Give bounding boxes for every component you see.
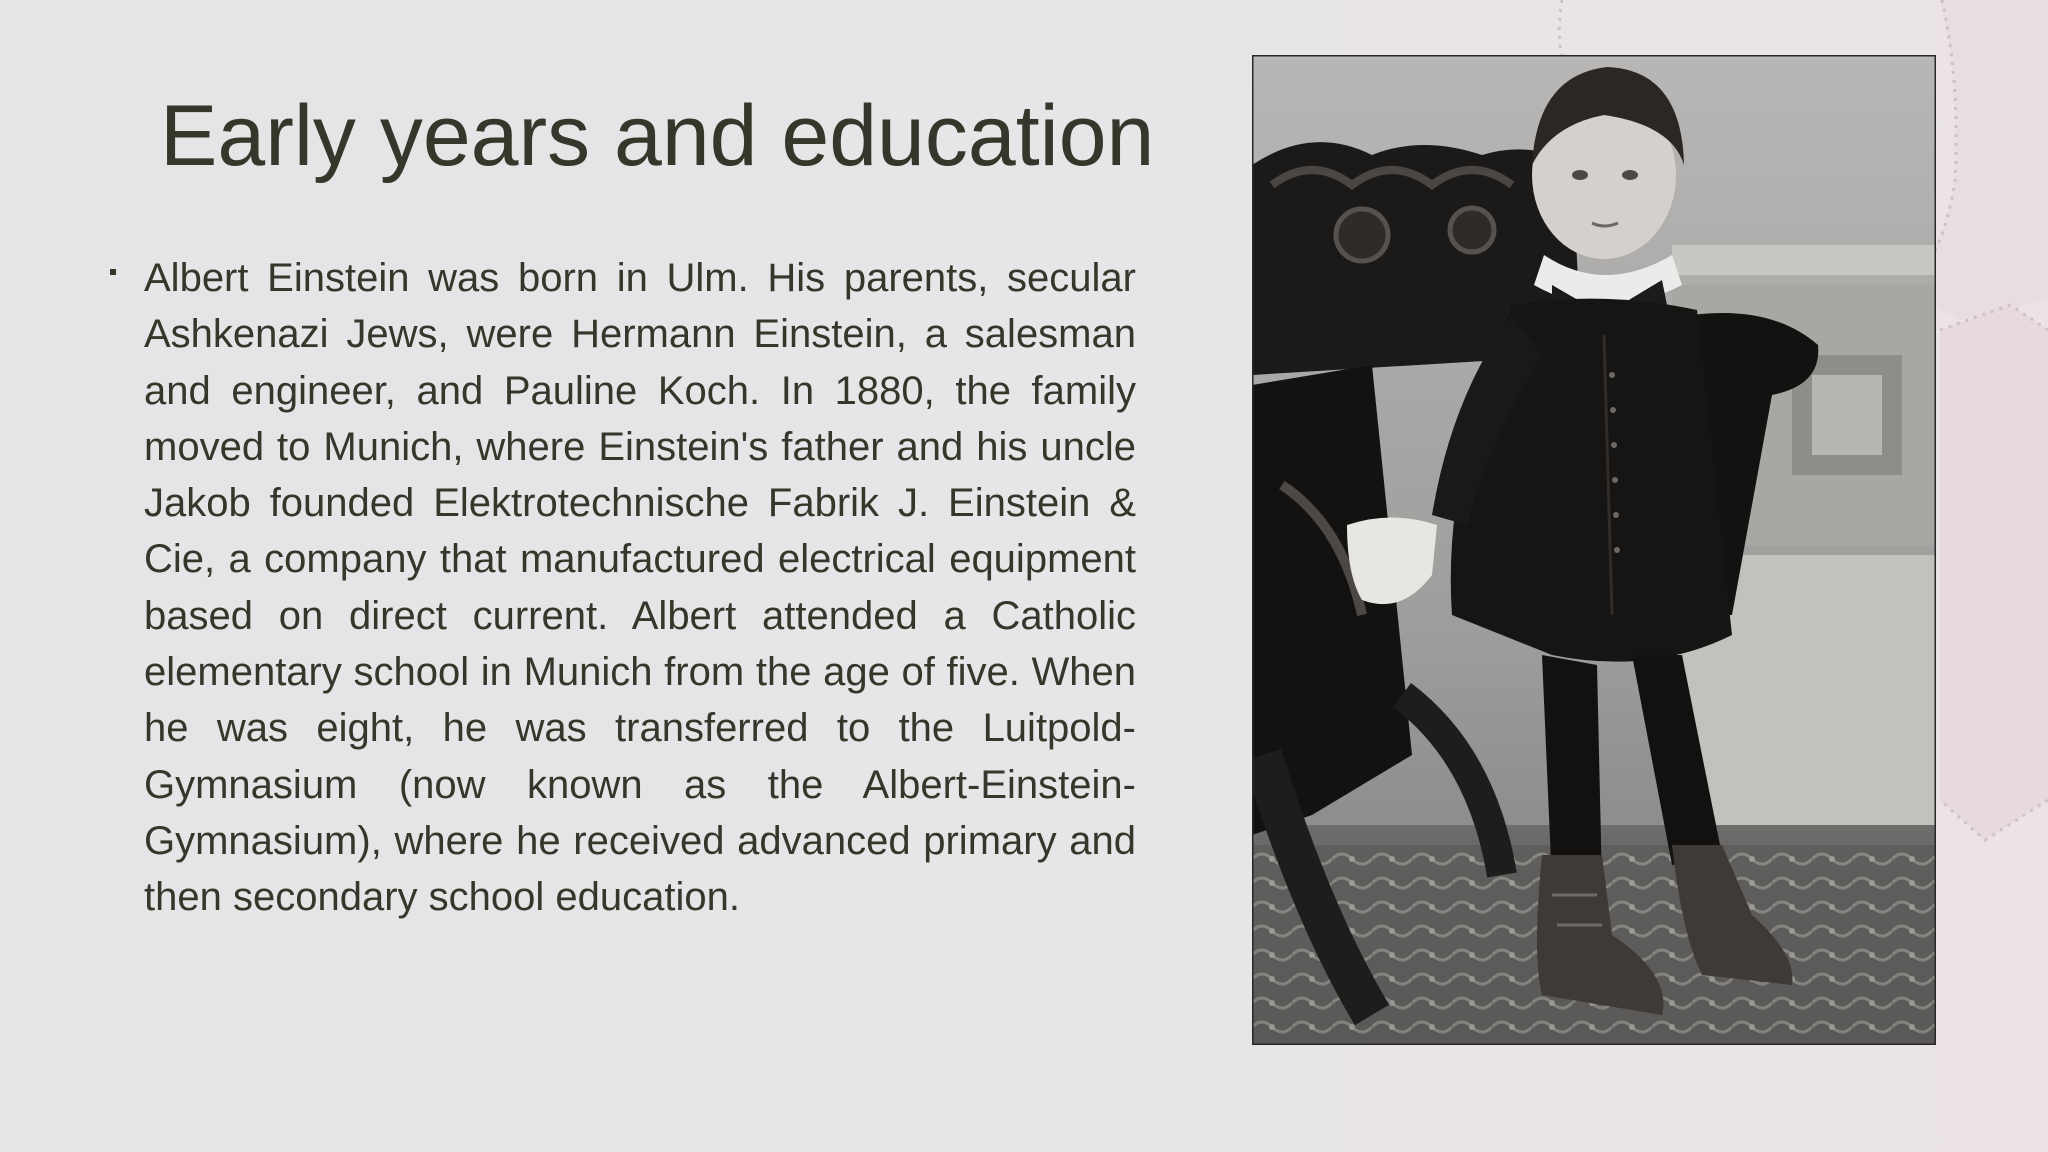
bullet-item — [110, 250, 1136, 926]
bullet-text: Albert Einstein was born in Ulm. His parents, secular Ashkenazi Jews, were Hermann Einstein, a salesman and engineer, and Pauline Koch. In 1880, the family moved to Munich, where Einstein's father and his uncle Jakob founded Elektrotechnische Fabrik J. Einstein & Cie, a company that manufactured electrical equipment based on direct current. Albert attended a Catholic elementary school in Munich from the age of five. When he was eight, he was transferred to the Luitpold-Gymnasium (now known as the Albert-Einstein-Gymnasium), where he received advanced primary and then secondary school education. — [144, 256, 1136, 920]
slide-title: Early years and education — [160, 88, 1155, 184]
bullet-list — [110, 250, 1136, 926]
decorative-hexagon-right — [1940, 305, 2048, 840]
child-portrait-photo — [1252, 55, 1936, 1045]
photo-illustration — [1252, 55, 1936, 1045]
bullet-marker-icon — [110, 269, 116, 275]
